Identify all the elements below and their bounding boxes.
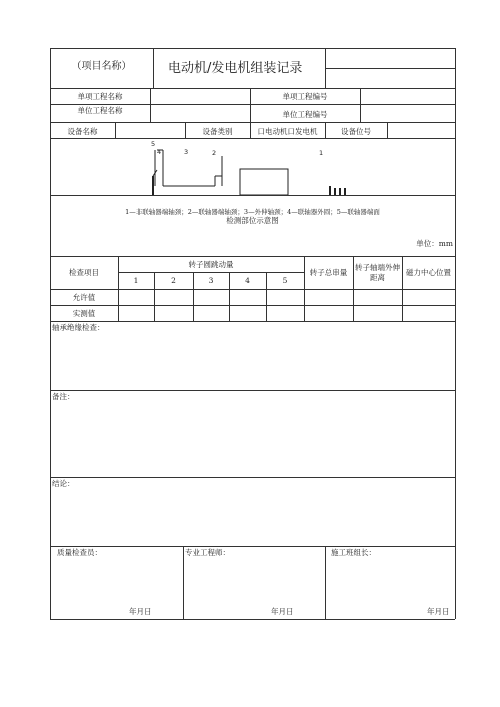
magnetic-center-header: 磁力中心位置 [406,268,451,277]
diagram-label-4: 4 [157,148,162,156]
device-type-checkboxes[interactable]: 口电动机口发电机 [257,127,318,136]
diagram-caption: 检测部位示意图 [226,216,279,225]
runout-col-5: 5 [282,276,288,285]
device-position-label: 设备位号 [341,127,371,136]
runout-col-2: 2 [171,276,176,285]
runout-col-4: 4 [245,276,250,285]
measured-row-label: 实测值 [72,309,96,318]
remarks-label: 备注： [52,392,75,401]
runout-col-1: 1 [133,276,139,285]
allowed-values-row[interactable] [119,290,454,304]
unit-project-name-label: 单项工程名称 [77,92,123,101]
quality-inspector-date: 年月日 [129,607,152,616]
bearing-insulation-label: 轴承绝缘检查： [52,323,105,332]
unit-label: 单位：mm [416,239,453,248]
engineer-label: 专业工程师： [185,548,230,557]
form-title: 电动机/发电机组装记录 [168,61,303,76]
device-position-field[interactable] [388,123,454,137]
allowed-row-label: 允许值 [72,293,96,302]
axial-play-header: 转子总串量 [309,268,348,277]
inspect-item-header: 检查项目 [69,268,99,277]
sub-project-name-field[interactable] [151,105,249,121]
unit-project-no-label: 单项工程编号 [282,92,328,101]
inspection-diagram [50,138,455,195]
diagram-label-5: 5 [151,140,156,148]
diagram-label-3: 3 [184,148,189,156]
quality-inspector-label: 质量检查员： [57,548,102,557]
runout-header: 转子圆跳动量 [188,260,234,269]
conclusion-field[interactable] [51,490,454,545]
extension-distance-header: 转子轴端外伸距离 [355,263,400,282]
runout-col-3: 3 [208,276,214,285]
sub-project-name-label: 单位工程名称 [77,106,123,115]
remarks-field[interactable] [51,403,454,476]
diagram-label-1: 1 [319,149,324,157]
device-category-label: 设备类别 [202,127,233,136]
conclusion-label: 结论： [52,479,75,488]
unit-project-no-field[interactable] [361,89,454,103]
team-leader-label: 施工班组长： [331,548,376,557]
sub-project-no-field[interactable] [361,105,454,121]
engineer-date: 年月日 [271,607,294,616]
bearing-insulation-field[interactable] [51,334,454,389]
project-name: （项目名称） [71,61,132,72]
unit-project-name-field[interactable] [151,89,249,103]
device-name-field[interactable] [116,123,184,137]
diagram-label-2: 2 [212,149,217,157]
measured-values-row[interactable] [119,306,454,320]
team-leader-date: 年月日 [427,607,450,616]
diagram-legend: 1—非联轴器端轴颈；2—联轴器端轴颈；3—外伸轴颈；4—联轴器外圆；5—联轴器端面 [125,208,380,216]
sub-project-no-label: 单位工程编号 [282,110,328,119]
device-name-label: 设备名称 [67,127,98,136]
